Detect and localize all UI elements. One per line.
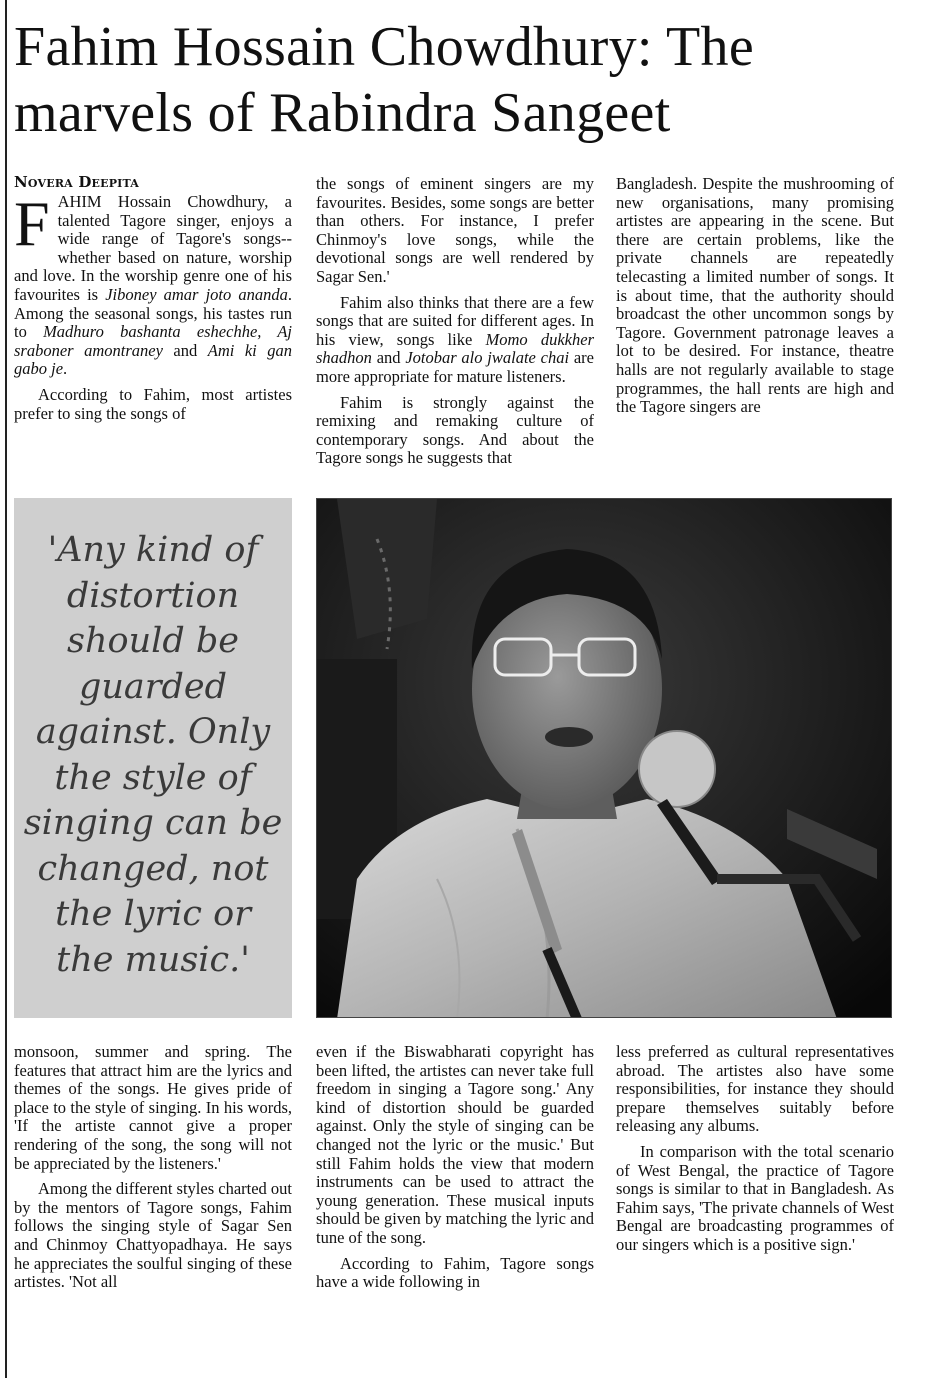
text-run: . Among the seasonal songs, his tastes run to xyxy=(14,284,293,342)
song-title: Jiboney amar joto ananda xyxy=(105,284,288,304)
paragraph: less preferred as cultural representatives abroad. The artistes also have some responsibilities, for instance they should prepare themselves suitably before releasing any albums. xyxy=(616,1042,894,1136)
paragraph: Bangladesh. Despite the mushrooming of new organisations, many promising artistes are appearing in the scene. But there are certain problems, like the private channels are repeatedly telecasting a limited number of songs. It is about time, that the authority should broadcast the other uncommon songs by Tagore. Government patronage leaves a lot to be desired. For instance, theatre halls are not regularly available to stage programmes, the hall rents are high and the Tagore singers are xyxy=(616,174,894,417)
singer-photo xyxy=(316,498,892,1018)
paragraph: monsoon, summer and spring. The features that attract him are the lyrics and themes of the songs. He gives pride of place to the style of singing. In his words, 'If the artiste cannot give a proper rendering of the song, the song will not be appreciated by the listeners.' xyxy=(14,1042,292,1173)
text-run: AHIM Hossain Chowdhury, a talented Tagore singer, enjoys a wide range of Tagore's songs--whether based on nature, worship and love. In the worship genre one of his favourites is xyxy=(14,192,292,304)
column-rule xyxy=(5,0,7,1378)
paragraph xyxy=(14,188,293,379)
pull-quote: 'Any kind of distortion should be guarded against. Only the style of singing can be changed, not the lyric or the music.' xyxy=(23,530,283,980)
song-title: Ami ki gan gabo je xyxy=(14,340,293,379)
paragraph: Fahim is strongly against the remixing and remaking culture of contemporary songs. And about the Tagore songs he suggests that xyxy=(316,392,594,468)
paragraph xyxy=(316,294,594,387)
song-title: Momo dukkher shadhon xyxy=(316,329,594,368)
article-column-5 xyxy=(316,1043,594,1292)
headline: Fahim Hossain Chowdhury: The marvels of Rabindra Sangeet xyxy=(14,16,755,144)
pull-quote-box xyxy=(14,498,292,1018)
text-run: and xyxy=(371,348,406,368)
singer-photo-illustration xyxy=(317,499,892,1018)
text-run: Fahim also thinks that there are a few songs that are suited for different ages. In his view, songs like xyxy=(316,292,594,349)
song-title: Jotobar alo jwalate chai xyxy=(405,348,570,368)
paragraph: the songs of eminent singers are my favourites. Besides, some songs are better than others. For instance, I prefer Chinmoy's love songs, while the devotional songs are well rendered by Sagar Sen.' xyxy=(316,174,594,286)
song-title: Madhuro bashanta eshechhe, Aj sraboner amontraney xyxy=(14,322,292,360)
article-column-6 xyxy=(616,1043,894,1255)
article-column-3 xyxy=(616,175,894,417)
drop-cap: F xyxy=(14,188,50,259)
article-column-4 xyxy=(14,1043,292,1292)
text-run: and xyxy=(162,340,208,360)
paragraph: Among the different styles charted out by the mentors of Tagore songs, Fahim follows the singing style of Sagar Sen and Chinmoy Chattyopadhaya. He says he appreciates the soulful singing of these artistes. 'Not all xyxy=(14,1179,293,1292)
paragraph: According to Fahim, Tagore songs have a wide following in xyxy=(316,1253,594,1292)
text-run: are more appropriate for mature listeners. xyxy=(316,348,594,386)
text-run: . xyxy=(63,359,68,379)
byline: Novera Deepita xyxy=(14,173,140,191)
paragraph: According to Fahim, most artistes prefer to sing the songs of xyxy=(14,384,292,423)
article-column-1 xyxy=(14,188,293,423)
paragraph: In comparison with the total scenario of West Bengal, the practice of Tagore songs is similar to that in Bangladesh. As Fahim says, 'The private channels of West Bengal are broadcasting programmes of our singers which is a positive sign.' xyxy=(616,1141,894,1254)
paragraph: even if the Biswabharati copyright has been lifted, the artistes can never take full freedom in singing a Tagore song.' Any kind of distortion should be guarded against. Only the style of singing can be changed not the lyric or the music.' But still Fahim holds the view that modern instruments can be used to attract the young generation. These musical inputs should be given by matching the lyric and tune of the song. xyxy=(316,1042,594,1247)
article-column-2 xyxy=(316,175,594,468)
